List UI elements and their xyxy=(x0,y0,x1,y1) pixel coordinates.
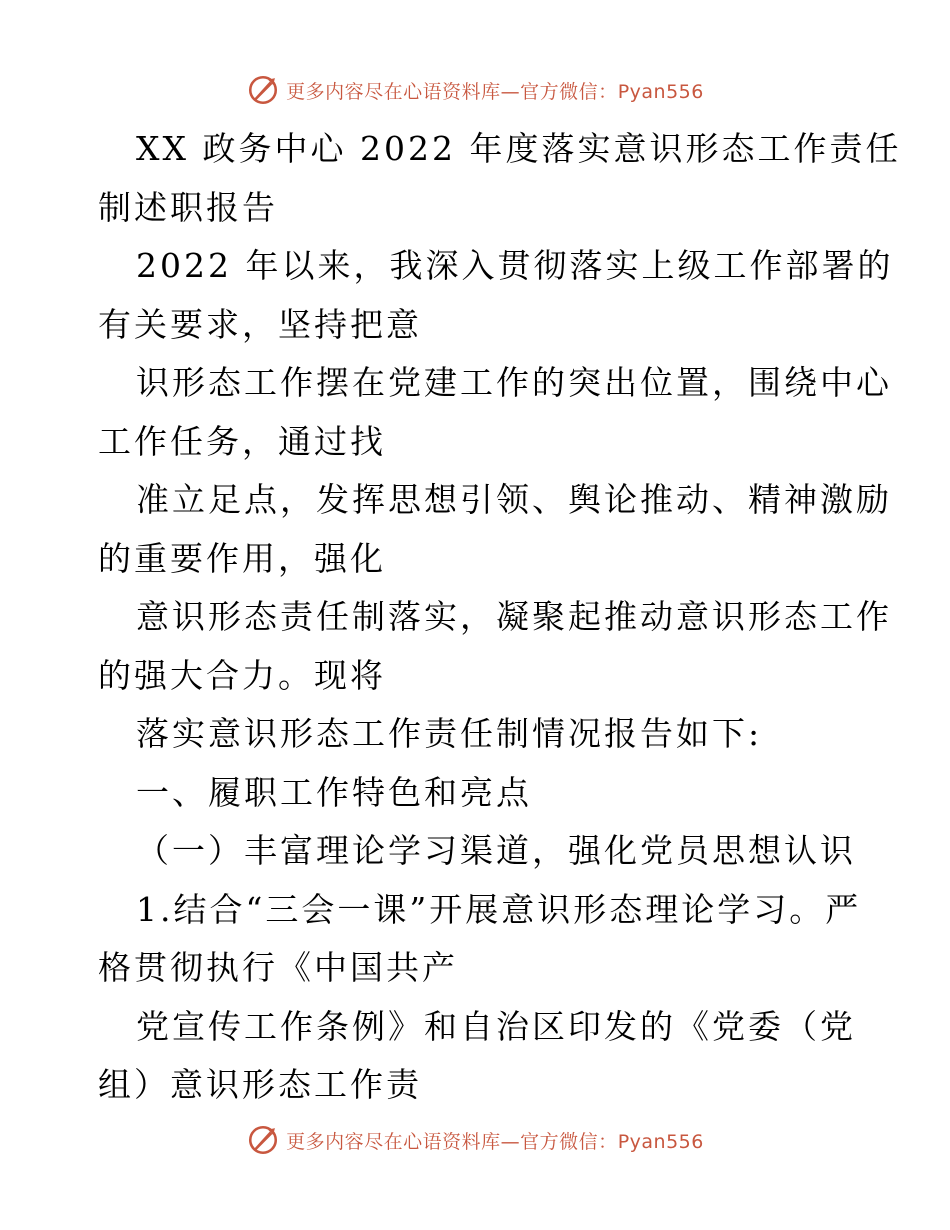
text-line: 有关要求，坚持把意 xyxy=(98,304,422,344)
text-line: 工作任务，通过找 xyxy=(98,421,386,461)
document-body xyxy=(98,120,902,1115)
text-line: 党宣传工作条例》和自治区印发的《党委（党 xyxy=(136,1006,856,1046)
text-line: 2022 年以来，我深入贯彻落实上级工作部署的 xyxy=(136,246,894,285)
text-line: 1.结合“三会一课”开展意识形态理论学习。严 xyxy=(136,889,862,929)
text-line: 准立足点，发挥思想引领、舆论推动、精神激励 xyxy=(136,480,892,519)
text-line: （一）丰富理论学习渠道，强化党员思想认识 xyxy=(136,831,856,870)
quill-logo-icon xyxy=(246,1123,280,1157)
footer-banner xyxy=(0,1120,950,1160)
text-line: 识形态工作摆在党建工作的突出位置，围绕中心 xyxy=(136,363,892,402)
text-line: 的重要作用，强化 xyxy=(98,538,386,578)
text-line: XX 政务中心 2022 年度落实意识形态工作责任 xyxy=(136,129,902,168)
text-line: 的强大合力。现将 xyxy=(98,655,386,695)
banner-text: 更多内容尽在心语资料库—官方微信：Pyan556 xyxy=(286,80,704,103)
quill-logo-icon xyxy=(246,73,280,107)
text-line: 格贯彻执行《中国共产 xyxy=(98,948,458,987)
text-line: 落实意识形态工作责任制情况报告如下: xyxy=(136,714,763,753)
text-line: 意识形态责任制落实，凝聚起推动意识形态工作 xyxy=(136,597,892,636)
text-line: 一、履职工作特色和亮点 xyxy=(136,772,532,812)
text-line: 制述职报告 xyxy=(98,187,278,227)
header-banner xyxy=(0,70,950,110)
banner-text: 更多内容尽在心语资料库—官方微信：Pyan556 xyxy=(286,1130,704,1153)
text-line: 组）意识形态工作责 xyxy=(98,1065,422,1104)
